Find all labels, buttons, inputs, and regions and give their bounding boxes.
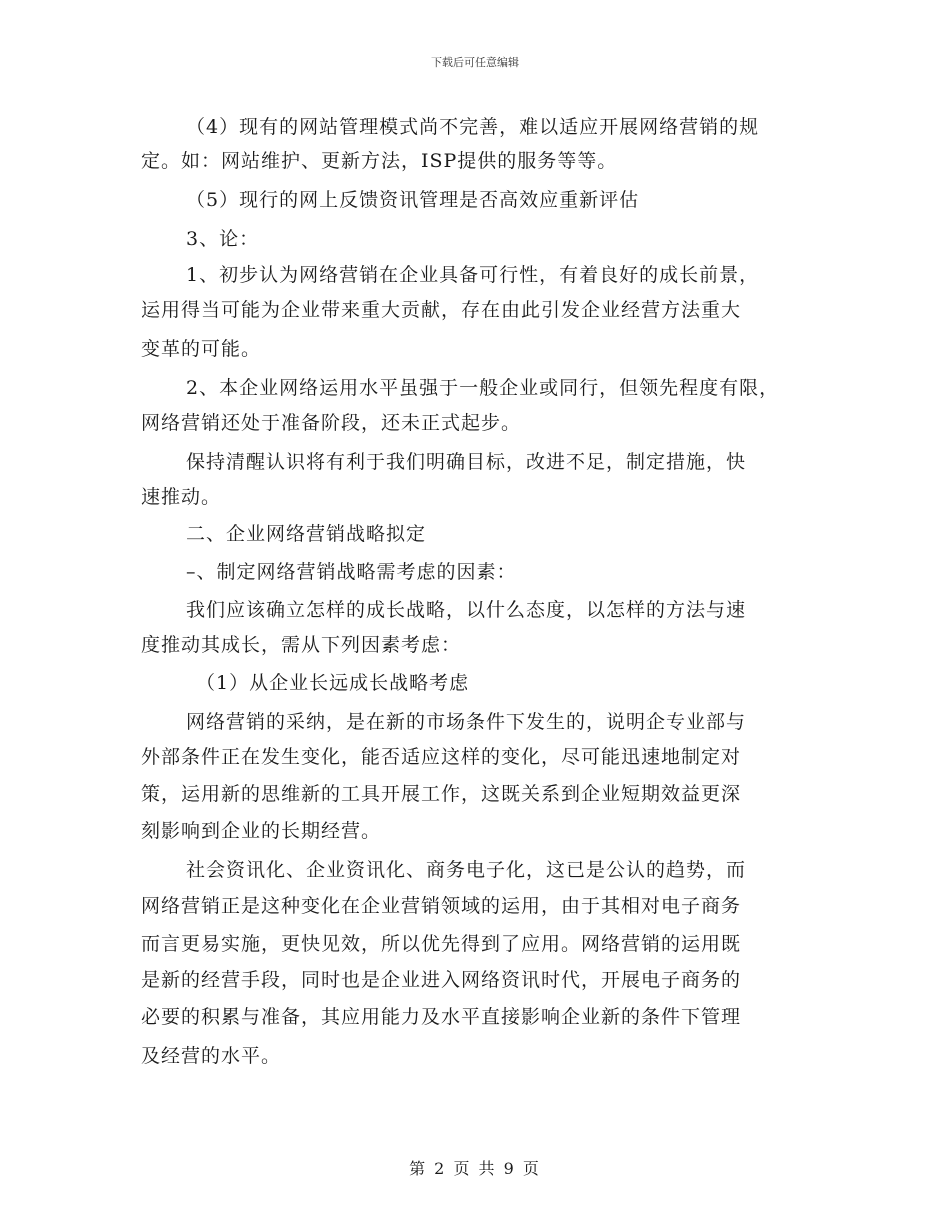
page-header: 下载后可任意编辑 (431, 56, 519, 69)
text-line: 变革的可能。 (141, 338, 262, 360)
text-line: 网络营销的采纳，是在新的市场条件下发生的，说明企专业部与 (186, 711, 747, 733)
text-line: 定。如：网站维护、更新方法，ISP提供的服务等等。 (141, 150, 618, 172)
text-line: 及经营的水平。 (141, 1045, 282, 1067)
subsection-heading: –、制定网络营销战略需考虑的因素： (186, 561, 517, 583)
text-line: 而言更易实施，更快见效，所以优先得到了应用。网络营销的运用既 (141, 933, 742, 955)
text-line: 外部条件正在发生变化，能否适应这样的变化，尽可能迅速地制定对 (141, 746, 742, 768)
text-line: 我们应该确立怎样的成长战略，以什么态度，以怎样的方法与速 (186, 599, 747, 621)
text-line: 速推动。 (141, 486, 222, 508)
text-line: 必要的积累与准备，其应用能力及水平直接影响企业新的条件下管理 (141, 1006, 742, 1028)
text-line: 策，运用新的思维新的工具开展工作，这既关系到企业短期效益更深 (141, 783, 742, 805)
text-line: 运用得当可能为企业带来重大贡献，存在由此引发企业经营方法重大 (141, 299, 742, 321)
text-line: 是新的经营手段，同时也是企业进入网络资讯时代，开展电子商务的 (141, 969, 742, 991)
text-line: 3、论： (186, 228, 260, 250)
text-line: 刻影响到企业的长期经营。 (141, 820, 382, 842)
text-line: 网络营销还处于准备阶段，还未正式起步。 (141, 412, 522, 434)
text-line: 社会资讯化、企业资讯化、商务电子化，这已是公认的趋势，而 (186, 859, 747, 881)
text-line: （5）现行的网上反馈资讯管理是否高效应重新评估 (186, 189, 640, 211)
text-line: 度推动其成长，需从下列因素考虑： (141, 634, 462, 656)
text-line: 网络营销正是这种变化在企业营销领域的运用，由于其相对电子商务 (141, 895, 742, 917)
text-line: （4）现有的网站管理模式尚不完善，难以适应开展网络营销的规 (186, 116, 760, 138)
text-line: 1、初步认为网络营销在企业具备可行性，有着良好的成长前景， (186, 264, 760, 286)
text-line: 2、本企业网络运用水平虽强于一般企业或同行，但领先程度有限， (186, 377, 780, 399)
text-line: （1）从企业长远成长战略考虑 (196, 672, 470, 694)
text-line: 保持清醒认识将有利于我们明确目标，改进不足，制定措施，快 (186, 451, 747, 473)
page-footer: 第 2 页 共 9 页 (409, 1159, 541, 1178)
section-heading: 二、企业网络营销战略拟定 (186, 523, 427, 545)
